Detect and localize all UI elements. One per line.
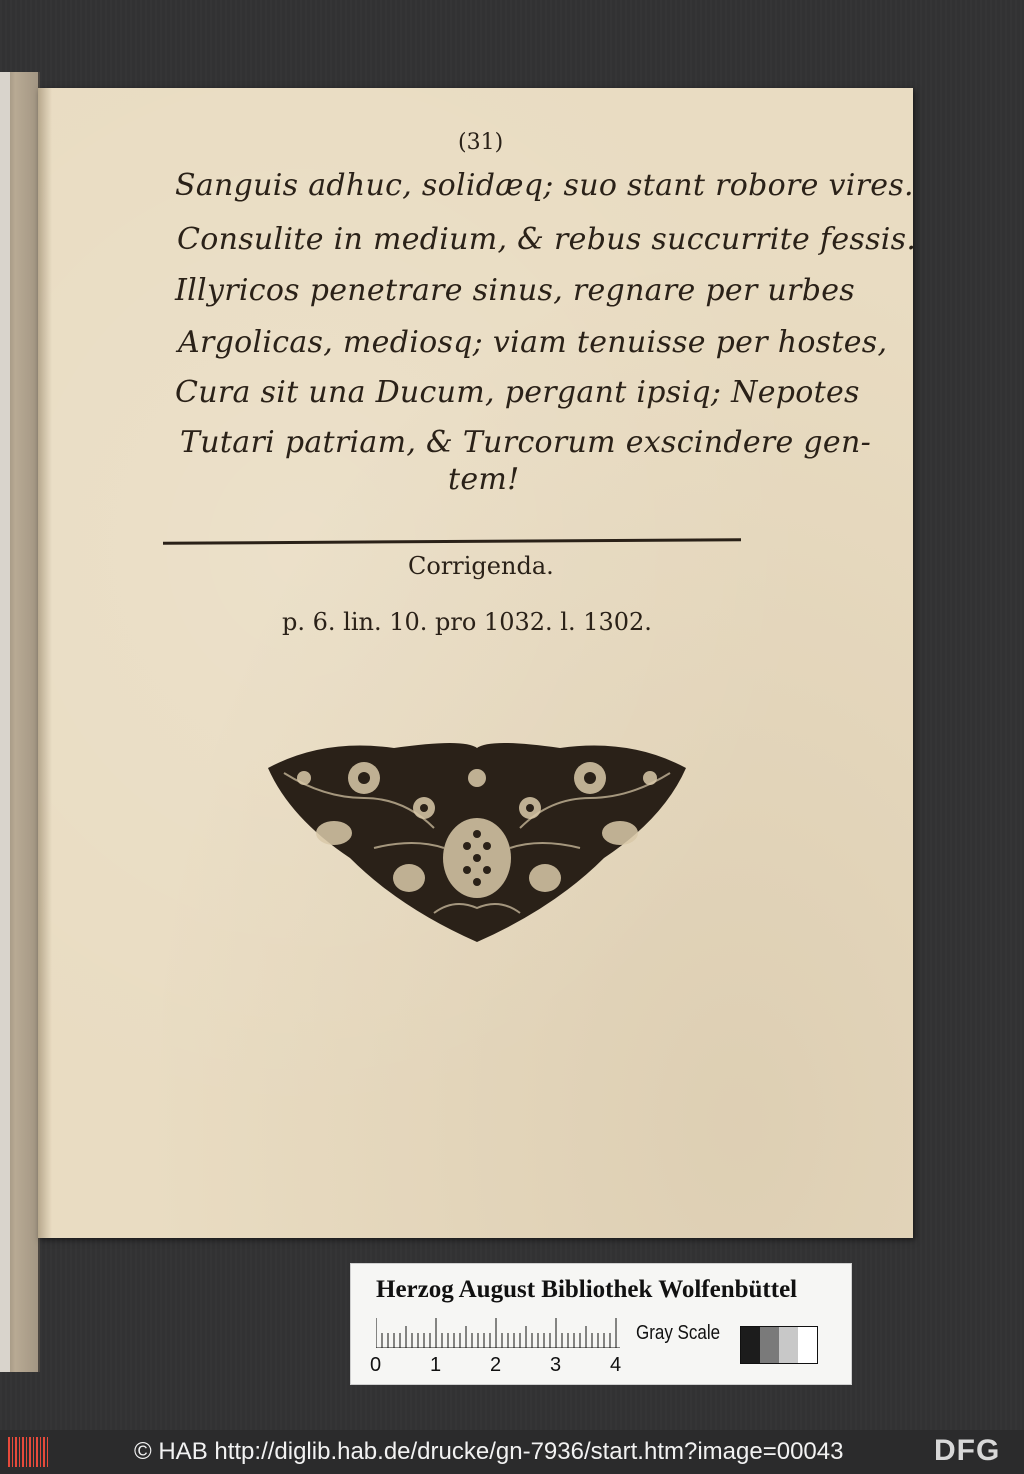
verse-line: Sanguis adhuc, solidæq; suo stant robore vires.	[175, 168, 914, 203]
verse-line: Illyricos penetrare sinus, regnare per urbes	[175, 273, 855, 308]
previous-page-highlight	[0, 72, 10, 1372]
page-gutter-shadow	[38, 88, 52, 1238]
gray-scale-label: Gray Scale	[636, 1322, 721, 1344]
verse-line: Consulite in medium, & rebus succurrite fessis.	[177, 222, 917, 257]
swatch-light-gray	[779, 1327, 798, 1363]
verse-line: tem!	[448, 462, 520, 497]
swatch-white	[798, 1327, 817, 1363]
swatch-black	[741, 1327, 760, 1363]
scale-ruler	[376, 1318, 620, 1348]
ruler-number: 1	[430, 1354, 442, 1376]
dfg-logo: DFG	[934, 1434, 1001, 1467]
swatch-dark-gray	[760, 1327, 779, 1363]
ruler-number: 4	[610, 1354, 622, 1376]
ruler-number: 3	[550, 1354, 562, 1376]
library-name: Herzog August Bibliothek Wolfenbüttel	[376, 1276, 798, 1303]
verse-line: Cura sit una Ducum, pergant ipsiq; Nepotes	[175, 375, 860, 410]
gray-scale-swatches	[740, 1326, 818, 1364]
verse-line: Tutari patriam, & Turcorum exscindere gen-	[180, 425, 872, 460]
page-number: (31)	[458, 130, 504, 155]
source-url[interactable]: © HAB http://diglib.hab.de/drucke/gn-7936/start.htm?image=00043	[134, 1438, 844, 1465]
book-page	[38, 88, 913, 1238]
verse-line: Argolicas, mediosq; viam tenuisse per hostes,	[178, 325, 888, 360]
barcode-icon	[8, 1437, 50, 1467]
ruler-number: 2	[490, 1354, 502, 1376]
woodcut-ornament	[264, 738, 690, 944]
corrigenda-entry: p. 6. lin. 10. pro 1032. l. 1302.	[282, 608, 652, 636]
corrigenda-heading: Corrigenda.	[408, 552, 554, 580]
ruler-number: 0	[370, 1354, 382, 1376]
